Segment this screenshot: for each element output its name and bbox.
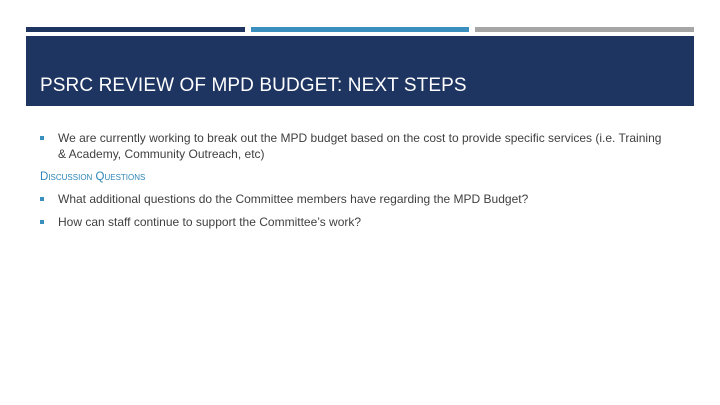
- section-heading: Discussion Questions: [40, 171, 146, 183]
- accent-bar-navy: [26, 27, 245, 32]
- slide-content: [40, 130, 670, 237]
- title-band: [26, 36, 694, 106]
- bullet-text: We are currently working to break out the MPD budget based on the cost to provide specific services (i.e. Training & Academy, Community Outreach, etc): [58, 131, 662, 161]
- bullet-text: What additional questions do the Committee members have regarding the MPD Budget?: [58, 192, 529, 206]
- bullet-item: [40, 214, 670, 230]
- square-bullet-icon: [40, 220, 44, 224]
- slide-title: PSRC REVIEW OF MPD BUDGET: NEXT STEPS: [40, 75, 467, 96]
- bullet-item: [40, 130, 670, 162]
- accent-bar-blue: [251, 27, 469, 32]
- bullet-item: [40, 191, 670, 207]
- accent-bar-gray: [475, 27, 694, 32]
- square-bullet-icon: [40, 197, 44, 201]
- bullet-text: How can staff continue to support the Committee’s work?: [58, 215, 362, 229]
- square-bullet-icon: [40, 136, 44, 140]
